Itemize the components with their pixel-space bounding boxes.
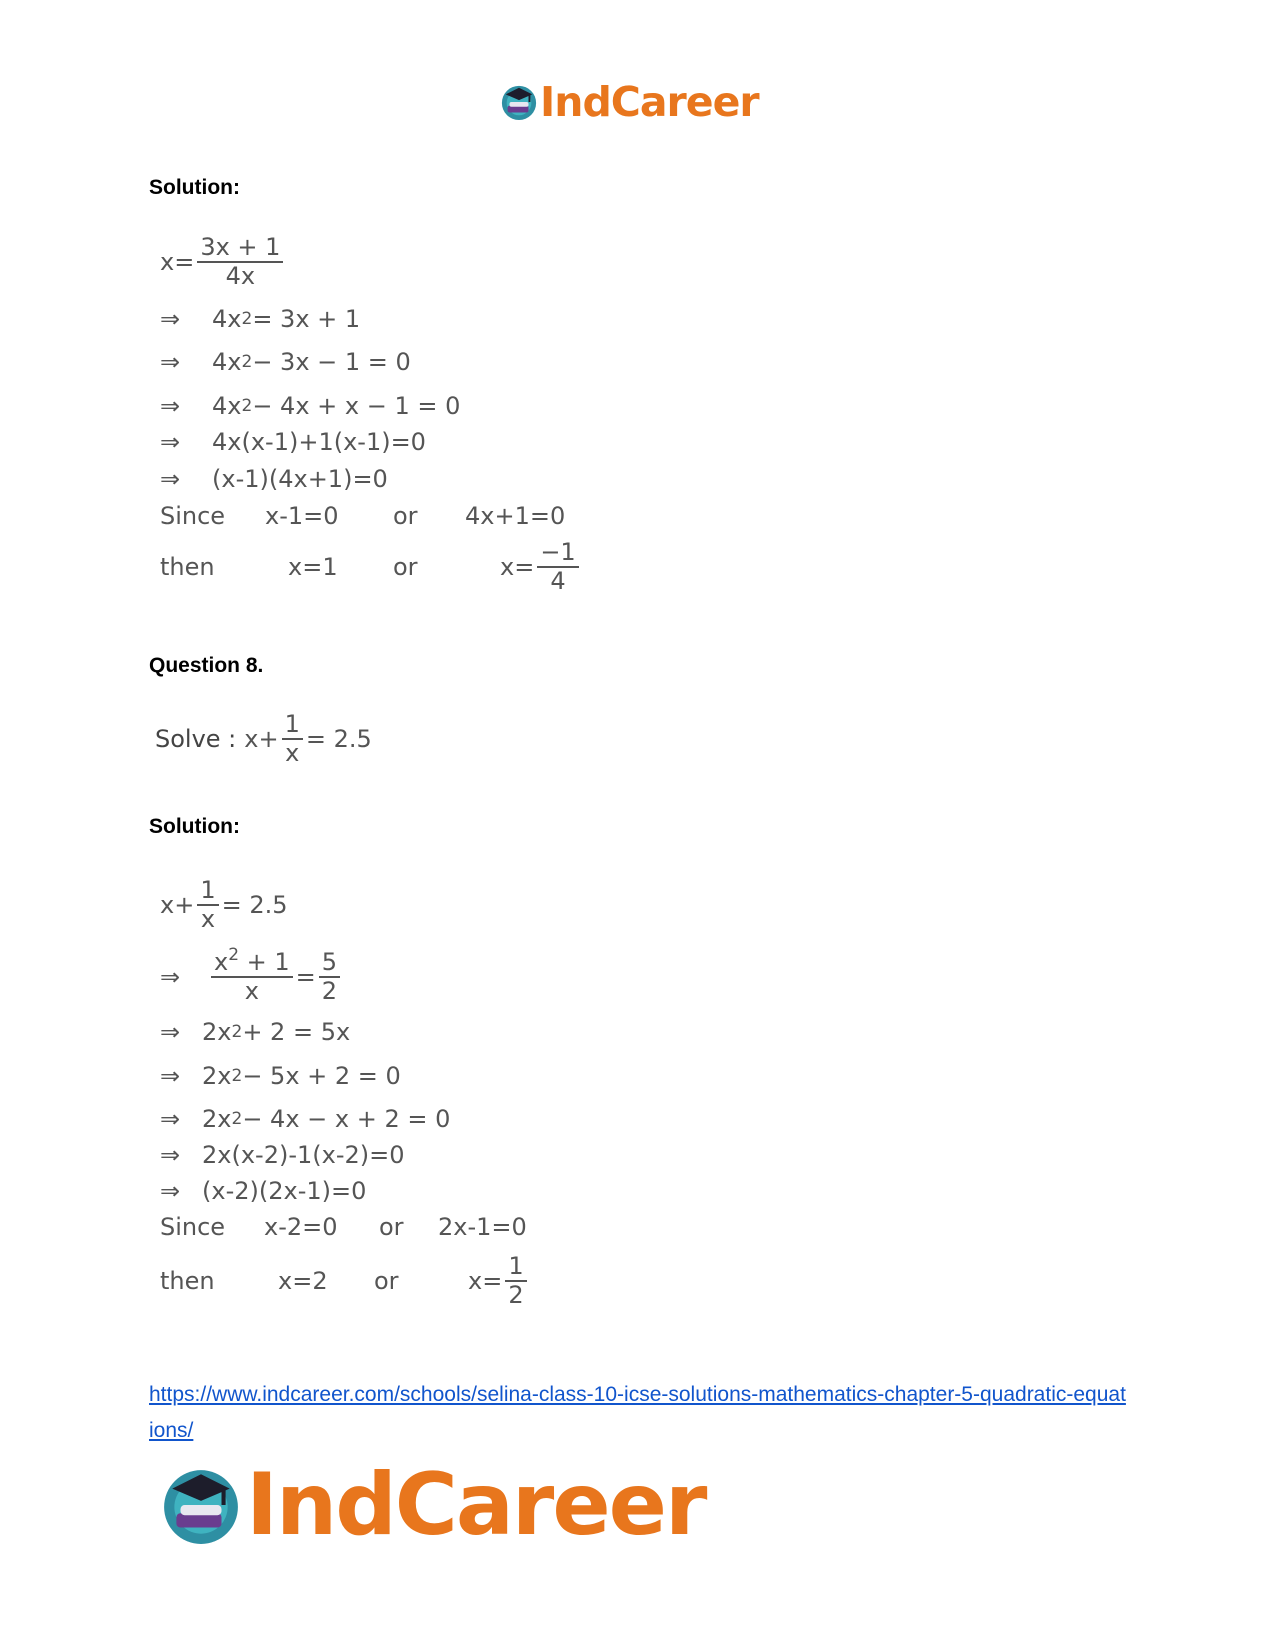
expr: or — [393, 502, 418, 530]
equation-line — [160, 945, 343, 1006]
expr: 2x — [202, 1105, 232, 1133]
fraction — [537, 540, 578, 594]
expr: x= — [468, 1267, 503, 1296]
implies-arrow: ⇒ — [160, 1105, 181, 1133]
implies-arrow: ⇒ — [160, 305, 181, 333]
denominator: x — [200, 905, 216, 934]
implies-arrow: ⇒ — [160, 428, 181, 456]
then-line — [160, 540, 582, 594]
expr: + 2 = 5x — [242, 1018, 351, 1046]
expr: 4x — [212, 392, 242, 420]
equation-line — [160, 878, 288, 932]
numerator — [211, 945, 293, 978]
expr: Since — [160, 502, 226, 530]
denominator: 2 — [508, 1281, 524, 1310]
then-line — [160, 1254, 530, 1308]
equation-line: ⇒ 4x 2 − 3x − 1 = 0 — [160, 348, 411, 376]
logo-wordmark: IndCareer — [540, 78, 759, 126]
solution-heading: Solution: — [149, 176, 240, 199]
expr: = — [295, 963, 316, 992]
equation-line — [160, 1177, 366, 1205]
expr: + 1 — [239, 948, 290, 976]
expr: 4x — [212, 305, 242, 333]
expr: 4x — [212, 348, 242, 376]
expr: − 4x + x − 1 = 0 — [252, 392, 461, 420]
implies-arrow: ⇒ — [160, 1177, 181, 1205]
expr: − 4x − x + 2 = 0 — [242, 1105, 451, 1133]
expr: x= — [160, 248, 195, 277]
expr: (x-1)(4x+1)=0 — [212, 465, 388, 493]
implies-arrow: ⇒ — [160, 1141, 181, 1169]
fraction — [211, 945, 293, 1006]
expr: or — [374, 1267, 399, 1296]
expr: or — [379, 1213, 404, 1241]
expr: then — [160, 553, 215, 582]
denominator: x — [285, 739, 300, 768]
fraction — [197, 235, 283, 289]
expr: 2x-1=0 — [438, 1213, 527, 1241]
numerator: 1 — [197, 878, 218, 906]
equation-line: ⇒ 2x 2 − 4x − x + 2 = 0 — [160, 1105, 451, 1133]
fraction — [505, 1254, 526, 1308]
graduation-globe-icon — [160, 1464, 242, 1546]
equation-line: ⇒ 2x 2 + 2 = 5x — [160, 1018, 351, 1046]
expr: x=2 — [278, 1267, 328, 1296]
equation-line — [160, 428, 426, 456]
expr: x+ — [244, 725, 279, 754]
numerator: 3x + 1 — [197, 235, 283, 263]
fraction — [197, 878, 218, 932]
logo-wordmark: IndCareer — [246, 1455, 706, 1555]
expr: = 3x + 1 — [252, 305, 361, 333]
expr: or — [393, 553, 418, 582]
expr: − 5x + 2 = 0 — [242, 1062, 401, 1090]
expr: Since — [160, 1213, 226, 1241]
graduation-globe-icon — [500, 83, 538, 121]
implies-arrow: ⇒ — [160, 465, 181, 493]
fraction — [282, 712, 303, 766]
expr: 2x — [202, 1018, 232, 1046]
numerator: 1 — [282, 712, 303, 740]
fraction — [319, 950, 340, 1004]
denominator: 2 — [321, 977, 338, 1006]
source-link[interactable]: https://www.indcareer.com/schools/selina-class-10-icse-solutions-mathematics-chapter-5-quadratic-equations/ — [149, 1383, 1126, 1442]
denominator: x — [244, 977, 259, 1006]
since-line — [160, 502, 565, 530]
equation-line: ⇒ 4x 2 = 3x + 1 — [160, 305, 361, 333]
equation-line: ⇒ 4x 2 − 4x + x − 1 = 0 — [160, 392, 461, 420]
equation-line — [155, 712, 372, 766]
expr: = 2.5 — [221, 891, 288, 920]
equation-line — [160, 235, 286, 289]
expr: x= — [500, 553, 535, 582]
implies-arrow: ⇒ — [160, 392, 181, 420]
denominator: 4x — [225, 262, 256, 291]
expr: x+ — [160, 891, 195, 920]
expr: x=1 — [288, 553, 338, 582]
implies-arrow: ⇒ — [160, 963, 181, 992]
question-8-heading: Question 8. — [149, 654, 264, 677]
expr: 4x(x-1)+1(x-1)=0 — [212, 428, 426, 456]
expr: x-2=0 — [264, 1213, 338, 1241]
expr: x-1=0 — [265, 502, 339, 530]
indcareer-logo-top — [500, 78, 759, 126]
denominator: 4 — [550, 567, 566, 596]
implies-arrow: ⇒ — [160, 348, 181, 376]
expr: then — [160, 1267, 215, 1296]
numerator: 1 — [505, 1254, 526, 1282]
expr: − 3x − 1 = 0 — [252, 348, 411, 376]
implies-arrow: ⇒ — [160, 1062, 181, 1090]
expr: = 2.5 — [305, 725, 372, 754]
equation-line — [160, 465, 388, 493]
expr: 2x(x-2)-1(x-2)=0 — [202, 1141, 405, 1169]
indcareer-logo-bottom — [160, 1455, 706, 1555]
expr: (x-2)(2x-1)=0 — [202, 1177, 367, 1205]
solve-label: Solve : — [155, 725, 237, 754]
equation-line: ⇒ 2x 2 − 5x + 2 = 0 — [160, 1062, 401, 1090]
solution-heading: Solution: — [149, 815, 240, 838]
equation-line — [160, 1141, 405, 1169]
expr: 2x — [202, 1062, 232, 1090]
implies-arrow: ⇒ — [160, 1018, 181, 1046]
numerator: 5 — [319, 950, 340, 978]
expr: 4x+1=0 — [465, 502, 566, 530]
numerator: −1 — [537, 540, 578, 568]
exponent: 2 — [228, 945, 240, 965]
since-line — [160, 1213, 527, 1241]
expr: x — [214, 948, 229, 976]
